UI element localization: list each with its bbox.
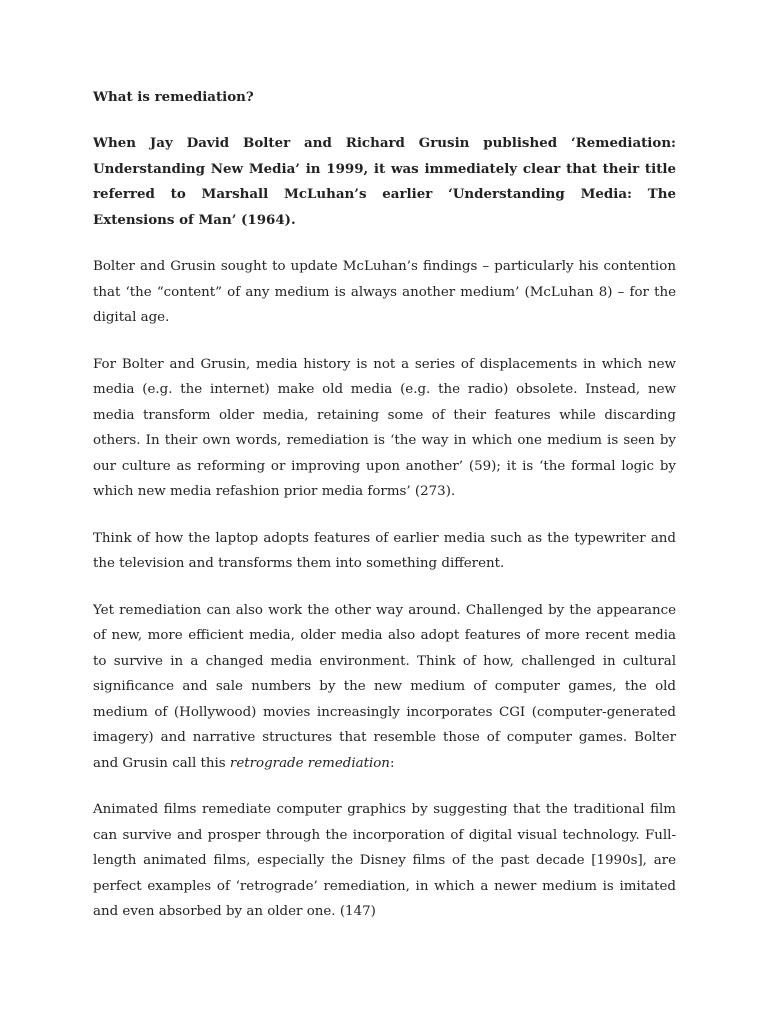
paragraph-1: Bolter and Grusin sought to update McLuhan’s findings – particularly his contention that ‘the “content” of any medium is always another medium’ (McLuhan 8) – for the digital age. [93, 259, 676, 325]
paragraph-4 [93, 598, 676, 777]
lead-paragraph: When Jay David Bolter and Richard Grusin published ‘Remediation: Understanding New Media’ in 1999, it was immediately clear that their title referred to Marshall McLuhan’s earlier ‘Understanding Media: The Extensions of Man’ (1964). [93, 135, 676, 228]
retrograde-remediation-term: retrograde remediation [229, 755, 390, 771]
paragraph-3: Think of how the laptop adopts features of earlier media such as the typewriter and the television and transforms them into something different. [93, 530, 676, 571]
paragraph-4-end: : [389, 755, 395, 771]
paragraph-2: For Bolter and Grusin, media history is not a series of displacements in which new media (e.g. the internet) make old media (e.g. the radio) obsolete. Instead, new media transform older media, retaining some of their features while discarding others. In their own words, remediation is ‘the way in which one medium is seen by our culture as reforming or improving upon another’ (59); it is ‘the formal logic by which new media refashion prior media forms’ (273). [93, 356, 676, 499]
document-heading: What is remediation? [93, 89, 254, 105]
block-quote: Animated films remediate computer graphics by suggesting that the traditional film can survive and prosper through the incorporation of digital visual technology. Full-length animated films, especially the Disney films of the past decade [1990s], are perfect examples of ‘retrograde’ remediation, in which a newer medium is imitated and even absorbed by an older one. (147) [93, 802, 676, 919]
paragraph-4-text: Yet remediation can also work the other way around. Challenged by the appearance of new, more efficient media, older media also adopt features of more recent media to survive in a changed media environment. Think of how, challenged in cultural significance and sale numbers by the new medium of computer games, the old medium of (Hollywood) movies increasingly incorporates CGI (computer-generated imagery) and narrative structures that resemble those of computer games. Bolter and Grusin call this [93, 602, 676, 771]
document-page [93, 86, 676, 946]
